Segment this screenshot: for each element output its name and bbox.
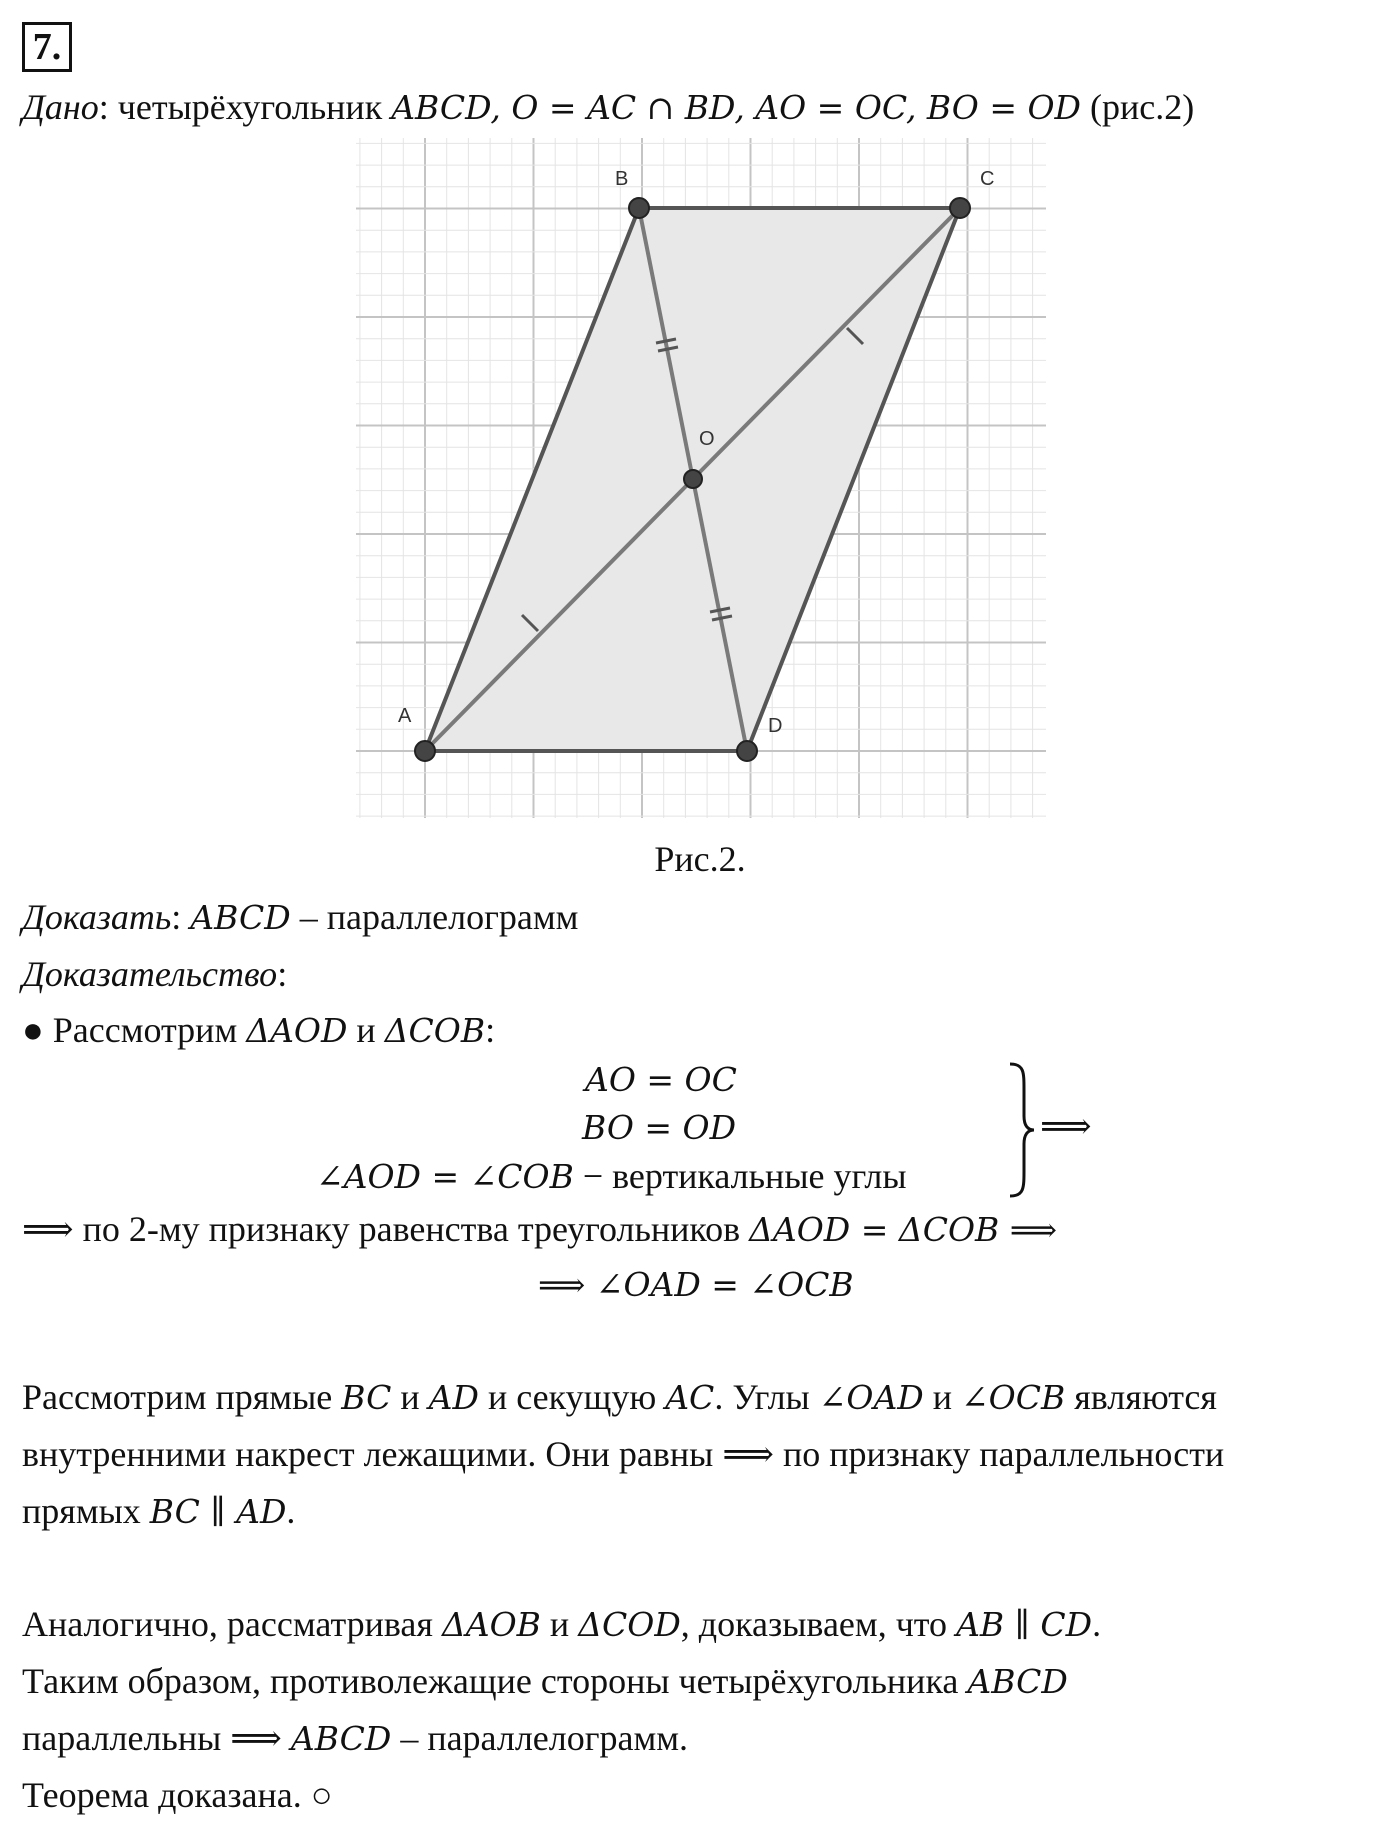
given-text: : четырёхугольник xyxy=(98,87,392,127)
para2-line3-b: – параллелограмм. xyxy=(391,1718,689,1758)
given-line xyxy=(22,85,1194,130)
para1-m2: AD xyxy=(428,1378,479,1417)
step1-m1: ΔAOD xyxy=(246,1011,348,1050)
given-ref: (рис.2) xyxy=(1080,87,1195,127)
para1-e: и xyxy=(923,1377,961,1417)
para1-f: являются xyxy=(1065,1377,1217,1417)
para2-line3-m: ABCD xyxy=(290,1719,392,1758)
para1-line3-b: . xyxy=(286,1491,296,1531)
label-c: C xyxy=(980,168,995,190)
step1-and: и xyxy=(347,1010,385,1050)
conclusion2-line: ⟹ ∠OAD = ∠OCB xyxy=(538,1265,854,1304)
label-a: A xyxy=(398,705,412,727)
point-o xyxy=(684,470,702,488)
prove-math: ABCD xyxy=(190,898,291,937)
para2-line2-a: Таким образом, противолежащие стороны четырёхугольника xyxy=(22,1661,968,1701)
conclusion1-line xyxy=(22,1207,1057,1252)
step1-m2: ΔCOB xyxy=(384,1011,486,1050)
label-d: D xyxy=(768,715,783,737)
para1-m4: ∠OAD xyxy=(818,1378,924,1417)
para2-line1 xyxy=(22,1602,1101,1647)
para1-line2: внутренними накрест лежащими. Они равны ⟹ по признаку параллельности xyxy=(22,1434,1225,1474)
para2-c: , доказываем, что xyxy=(680,1604,957,1644)
para2-d: . xyxy=(1092,1604,1102,1644)
para2-m2: ΔCOD xyxy=(578,1605,681,1644)
para2-m3: AB ∥ CD xyxy=(956,1605,1093,1644)
para2-a: Аналогично, рассматривая xyxy=(22,1604,442,1644)
para1-line3 xyxy=(22,1489,295,1534)
system-line3-text: − вертикальные углы xyxy=(573,1156,907,1196)
point-c xyxy=(950,198,970,218)
para1-a: Рассмотрим прямые xyxy=(22,1377,342,1417)
para1-d: . Углы xyxy=(714,1377,819,1417)
para2-line3 xyxy=(22,1716,688,1761)
step1-line xyxy=(22,1008,495,1053)
proof-label: Доказательство xyxy=(22,954,278,994)
para1-line3-a: прямых xyxy=(22,1491,150,1531)
system-line2: BO = OD xyxy=(582,1108,737,1147)
prove-text: – параллелограмм xyxy=(290,897,579,937)
conclusion1-text: по 2-му признаку равенства треугольников xyxy=(73,1209,750,1249)
conclusion1-math: ΔAOD = ΔCOB ⟹ xyxy=(749,1210,1058,1249)
step1-colon: : xyxy=(485,1010,496,1050)
given-math: ABCD, O = AC ∩ BD, AO = OC, BO = OD xyxy=(391,88,1081,127)
point-d xyxy=(737,741,757,761)
prove-colon: : xyxy=(171,897,191,937)
para2-line2-m: ABCD xyxy=(967,1662,1068,1701)
para2-line2 xyxy=(22,1659,1068,1704)
step1-bullet: ● Рассмотрим xyxy=(22,1010,247,1050)
para2-line3-a: параллельны ⟹ xyxy=(22,1718,291,1758)
system-arrow: ⟹ xyxy=(1040,1106,1092,1146)
system-line3-math: ∠AOD = ∠COB xyxy=(316,1157,574,1196)
figure-caption: Рис.2. xyxy=(654,839,746,879)
given-label: Дано xyxy=(22,87,99,127)
qed-line: Теорема доказана. ○ xyxy=(22,1775,333,1815)
system-brace xyxy=(1004,1060,1038,1200)
para2-b: и xyxy=(540,1604,579,1644)
conclusion1-arrow: ⟹ xyxy=(22,1209,74,1249)
proof-colon: : xyxy=(277,954,288,994)
para1-line1 xyxy=(22,1375,1217,1420)
para1-b: и xyxy=(391,1377,429,1417)
label-b: B xyxy=(615,168,629,190)
point-b xyxy=(629,198,649,218)
system-line3 xyxy=(316,1154,907,1199)
system-line1: AO = OC xyxy=(585,1060,737,1099)
para2-m1: ΔAOB xyxy=(441,1605,541,1644)
para1-line3-m: BC ∥ AD xyxy=(149,1492,287,1531)
para1-m3: AC xyxy=(665,1378,715,1417)
task-number: 7. xyxy=(22,22,72,72)
para1-m5: ∠OCB xyxy=(961,1378,1066,1417)
proof-heading xyxy=(22,952,287,996)
label-o: O xyxy=(699,428,715,450)
prove-line xyxy=(22,895,578,940)
prove-label: Доказать xyxy=(22,897,172,937)
para1-c: и секущую xyxy=(478,1377,666,1417)
para1-m1: BC xyxy=(341,1378,392,1417)
figure-parallelogram xyxy=(356,138,1056,828)
point-a xyxy=(415,741,435,761)
